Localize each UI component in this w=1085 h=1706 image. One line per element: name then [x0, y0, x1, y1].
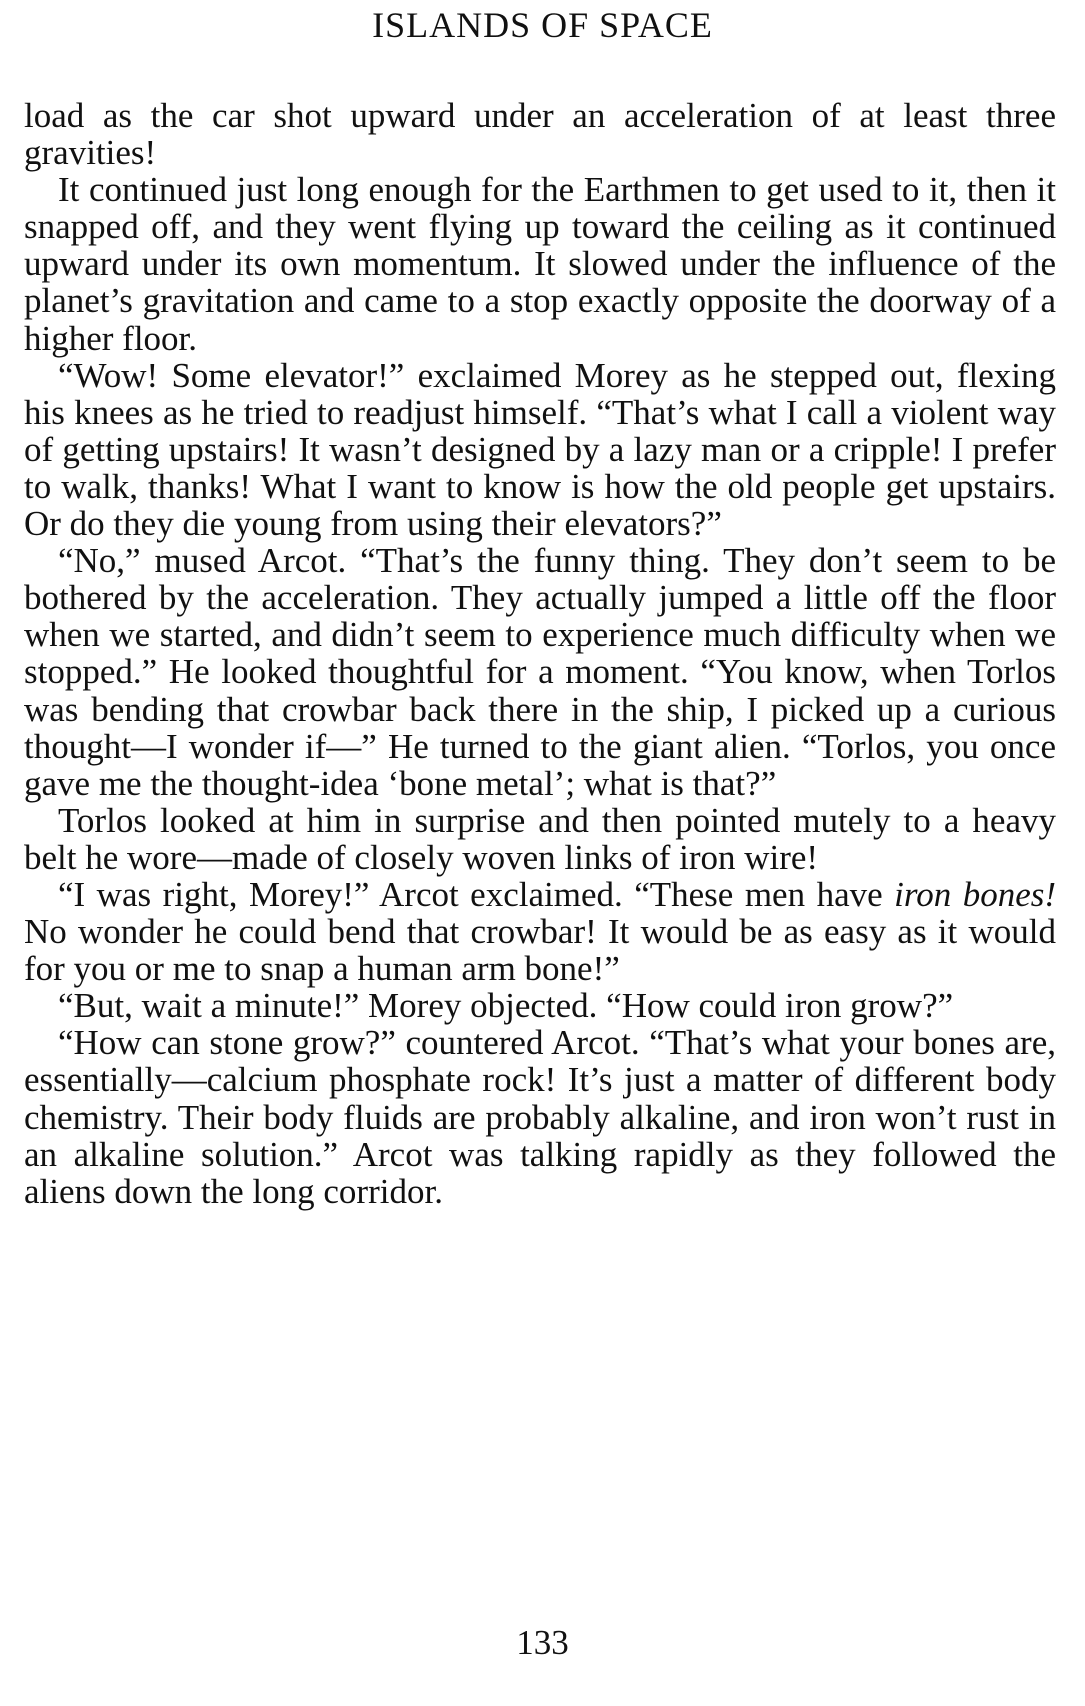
paragraph	[24, 357, 1056, 542]
paragraph	[24, 1024, 1056, 1209]
paragraph-continued	[24, 97, 1056, 171]
paragraph-text: It continued just long enough for the Earthmen to get used to it, then it snapped off, and they went flying up toward the ceiling as it continued upward under its own momentum. It slowed under the influence of the planet’s gravitation and came to a stop exactly opposite the doorway of a higher floor.	[24, 170, 1056, 358]
paragraph-text: No wonder he could bend that crowbar! It would be as easy as it would for you or me to snap a human arm bone!”	[24, 912, 1056, 989]
paragraph-text: “But, wait a minute!” Morey objected. “How could iron grow?”	[58, 986, 954, 1026]
paragraph	[24, 542, 1056, 802]
page-number: 133	[516, 1623, 569, 1662]
paragraph-text: “No,” mused Arcot. “That’s the funny thing. They don’t seem to be bothered by the acceleration. They actually jumped a little off the floor when we started, and didn’t seem to experience much difficulty when we stopped.” He looked thoughtful for a moment. “You know, when Torlos was bending that crowbar back there in the ship, I picked up a curious thought—I wonder if—” He turned to the giant alien. “Torlos, you once gave me the thought-idea ‘bone metal’; what is that?”	[24, 541, 1056, 803]
paragraph	[24, 987, 1056, 1024]
paragraph	[24, 876, 1056, 987]
paragraph	[24, 802, 1056, 876]
italic-text: iron bones!	[894, 874, 1057, 914]
paragraph-text: load as the car shot upward under an acceleration of at least three gravities!	[24, 96, 1056, 173]
paragraph	[24, 171, 1056, 356]
paragraph-text: “Wow! Some elevator!” exclaimed Morey as he stepped out, flexing his knees as he tried to readjust himself. “That’s what I call a violent way of getting upstairs! It wasn’t designed by a lazy man or a cripple! I prefer to walk, thanks! What I want to know is how the old people get upstairs. Or do they die young from using their elevators?”	[24, 355, 1056, 544]
paragraph-text: “I was right, Morey!” Arcot exclaimed. “These men have	[58, 874, 895, 914]
paragraph-text: Torlos looked at him in surprise and then pointed mutely to a heavy belt he wore—made of closely woven links of iron wire!	[24, 800, 1056, 877]
body-text	[24, 97, 1056, 1210]
running-head: ISLANDS OF SPACE	[372, 5, 713, 45]
paragraph-text: “How can stone grow?” countered Arcot. “That’s what your bones are, essentially—calcium phosphate rock! It’s just a matter of different body chemistry. Their body fluids are probably alkaline, and iron won’t rust in an alkaline solution.” Arcot was talking rapidly as they followed the aliens down the long corridor.	[24, 1023, 1056, 1211]
